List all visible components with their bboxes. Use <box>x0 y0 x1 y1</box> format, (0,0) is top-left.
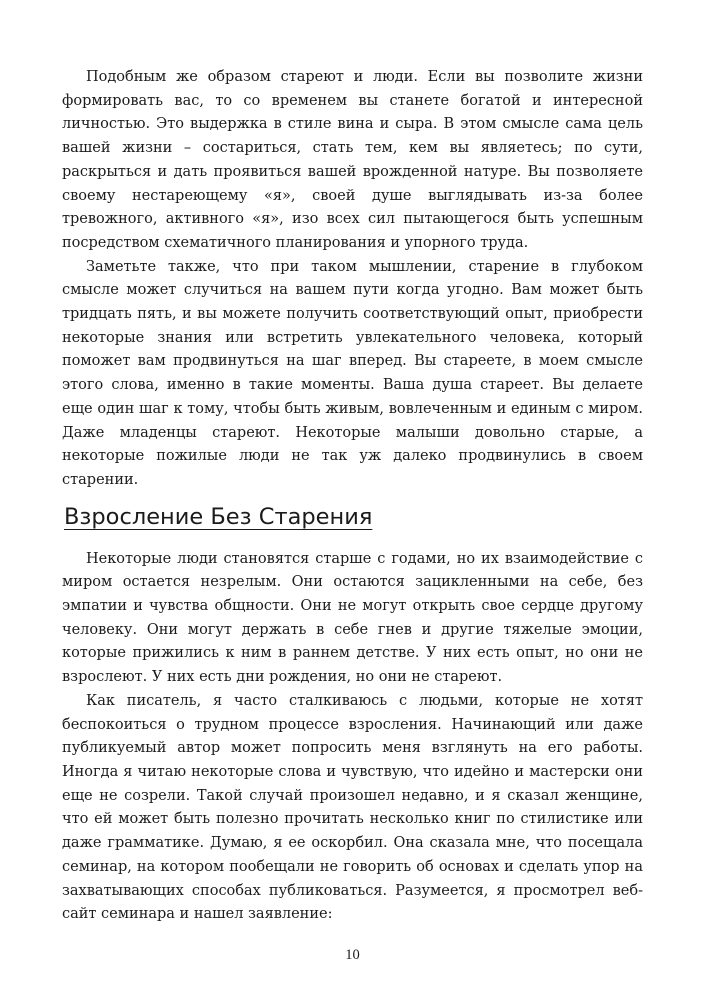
paragraph: Как писатель, я часто сталкиваюсь с людьми, которые не хотят беспокоиться о трудном процессе взросления. Начинающий или даже публикуемый автор может попросить меня взглянуть на его работы. Иногда я читаю некоторые слова и чувствую, что идейно и мастерски они еще не созрели. Такой случай произошел недавно, и я сказал женщине, что ей может быть полезно прочитать несколько книг по стилистике или даже грамматике. Думаю, я ее оскорбил. Она сказала мне, что посещала семинар, на котором пообещали не говорить об основах и сделать упор на захватывающих способах публиковаться. Разумеется, я просмотрел веб-сайт семинара и нашел заявление: <box>62 692 643 923</box>
paragraph: Заметьте также, что при таком мышлении, старение в глубоком смысле может случиться на вашем пути когда угодно. Вам может быть тридцать пять, и вы можете получить соответствующий опыт, приобрести некоторые знания или встретить увлекательного человека, который поможет вам продвинуться на шаг вперед. Вы стареете, в моем смысле этого слова, именно в такие моменты. Ваша душа стареет. Вы делаете еще один шаг к тому, чтобы быть живым, вовлеченным и единым с миром. Даже младенцы стареют. Некоторые малыши довольно старые, а некоторые пожилые люди не так уж далеко продвинулись в своем старении. <box>62 258 643 488</box>
section-heading: Взросление Без Старения <box>64 503 373 530</box>
paragraph: Некоторые люди становятся старше с годами, но их взаимодействие с миром остается незрелым. Они остаются зацикленными на себе, без эмпатии и чувства общности. Они не могут открыть свое сердце другому человеку. Они могут держать в себе гнев и другие тяжелые эмоции, которые прижились к ним в раннем детстве. У них есть опыт, но они не взрослеют. У них есть дни рождения, но они не стареют. <box>62 550 643 686</box>
page-body <box>62 66 643 927</box>
page-number: 10 <box>345 947 360 963</box>
paragraph: Подобным же образом стареют и люди. Если вы позволите жизни формировать вас, то со временем вы станете богатой и интересной личностью. Это выдержка в стиле вина и сыра. В этом смысле сама цель вашей жизни – состариться, стать тем, кем вы являетесь; по сути, раскрыться и дать проявиться вашей врожденной натуре. Вы позволяете своему нестареющему «я», своей душе выглядывать из-за более тревожного, активного «я», изо всех сил пытающегося быть успешным посредством схематичного планирования и упорного труда. <box>62 69 643 251</box>
